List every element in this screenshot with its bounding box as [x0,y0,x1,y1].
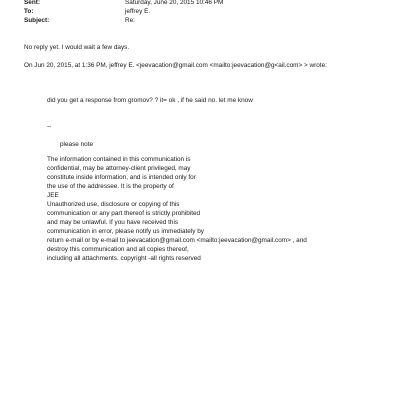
please-note-text: please note [60,141,94,148]
disclaimer-line: Unauthorized use, disclosure or copying of this [47,201,180,208]
to-label: To: [24,8,34,15]
to-value: jeffrey E. [125,8,151,15]
disclaimer-line: The information contained in this communication is [47,156,191,163]
disclaimer-line: the use of the addressee. It is the property of [47,183,174,190]
quote-intro: On Jun 20, 2015, at 1:36 PM, jeffrey E. <jeevacation@gmail.com <mailto:jeevacation@g<ail.com> > wrote: [24,62,327,69]
disclaimer-line: and may be unlawful. If you have received this [47,219,179,226]
question-text: did you get a response from gromov? ? it= ok , if he said no. let me know [47,97,253,104]
signature-separator: -- [47,123,52,130]
subject-row [24,16,384,25]
disclaimer-line: return e-mail or by e-mail to jeevacation@gmail.com <mailto:jeevacation@gmail.com> , and [47,237,307,244]
confidentiality-disclaimer [47,155,387,263]
disclaimer-line: constitute inside information, and is intended only for [47,174,196,181]
disclaimer-line: JEE [47,192,59,199]
sent-label: Sent: [24,0,40,6]
subject-label: Subject: [24,17,50,24]
disclaimer-line: destroy this communication and all copies thereof, [47,246,189,253]
to-row [24,7,384,16]
subject-value: Re: [125,17,135,24]
reply-text: No reply yet. I would wait a few days. [24,44,130,51]
disclaimer-line: including all attachments. copyright -all rights reserved [47,255,201,262]
disclaimer-line: communication or any part thereof is strictly prohibited [47,210,201,217]
sent-value: Saturday, June 20, 2015 10:46 PM [125,0,224,6]
disclaimer-line: confidential, may be attorney-client privileged, may [47,165,191,172]
disclaimer-line: communication in error, please notify us immediately by [47,228,204,235]
sent-row [24,0,384,7]
